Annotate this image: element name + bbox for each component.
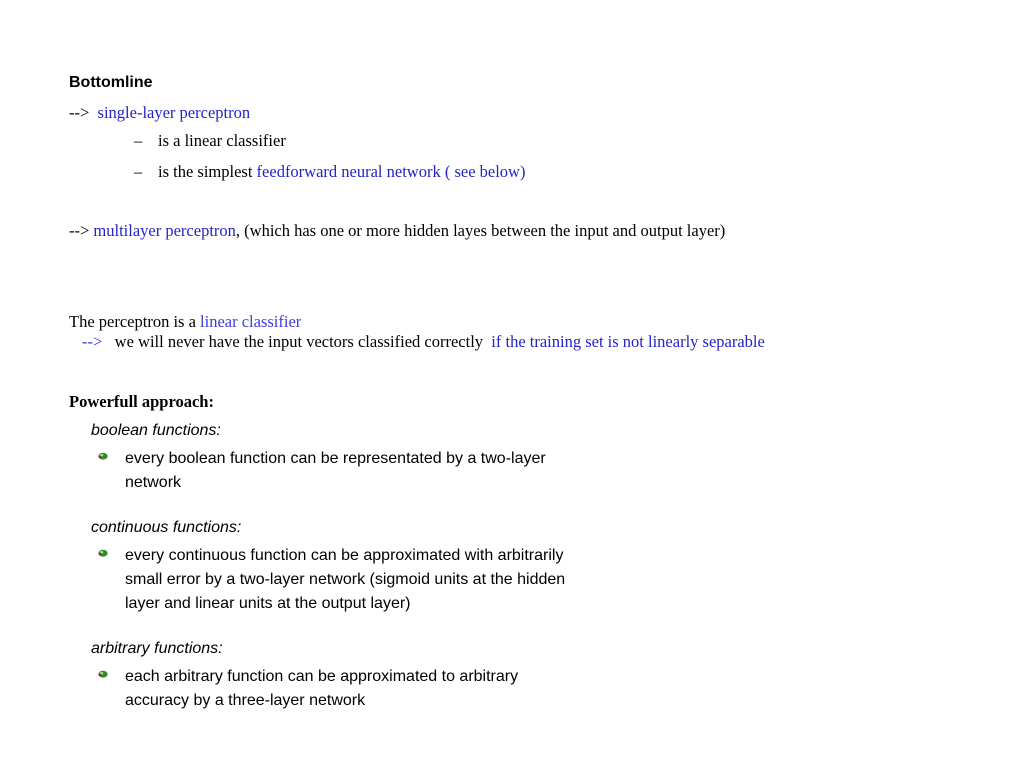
perceptron-prefix: The perceptron is a [69,312,201,331]
list-item-text [125,665,518,713]
arrow-text: --> [69,103,90,122]
text-line: every boolean function can be representated by a two-layer [125,450,546,467]
multilayer-rest: , (which has one or more hidden layes between the input and output layer) [235,221,726,240]
heading-continuous: continuous functions: [91,519,242,536]
sub-item-text: is a linear classifier [158,131,286,150]
text-line: network [125,474,182,491]
sub-item-feedforward [134,162,525,182]
single-layer-line [69,103,250,123]
heading-arbitrary: arbitrary functions: [91,640,223,657]
sub-item-linear [134,131,286,151]
dash-marker: – [134,162,143,181]
linear-classifier-link[interactable]: linear classifier [200,312,302,331]
green-bullet-icon [98,670,108,678]
perceptron-line [69,312,301,332]
text-line: accuracy by a three-layer network [125,692,366,709]
text-line: small error by a two-layer network (sigmoid units at the hidden [125,571,566,588]
feedforward-link[interactable]: feedforward neural network ( see below) [256,162,526,181]
dash-marker: – [134,131,143,150]
perceptron-consequence-line [82,332,765,352]
section-title-approach: Powerfull approach: [69,392,214,411]
text-line: each arbitrary function can be approximated to arbitrary [125,668,519,685]
single-layer-link[interactable]: single-layer perceptron [97,103,251,122]
multilayer-link[interactable]: multilayer perceptron [93,221,236,240]
list-item-text [125,544,565,616]
text-line: layer and linear units at the output layer) [125,595,411,612]
arrow-text: --> [69,221,90,240]
separable-link[interactable]: if the training set is not linearly separable [491,332,765,351]
multilayer-line [69,221,725,241]
section-title-bottomline: Bottomline [69,74,153,91]
arrow-text: --> [82,332,103,351]
consequence-text: we will never have the input vectors classified correctly [114,332,484,351]
green-bullet-icon [98,452,108,460]
heading-boolean: boolean functions: [91,422,221,439]
sub-item-text: is the simplest [158,162,257,181]
green-bullet-icon [98,549,108,557]
text-line: every continuous function can be approximated with arbitrarily [125,547,564,564]
list-item-text [125,447,546,495]
